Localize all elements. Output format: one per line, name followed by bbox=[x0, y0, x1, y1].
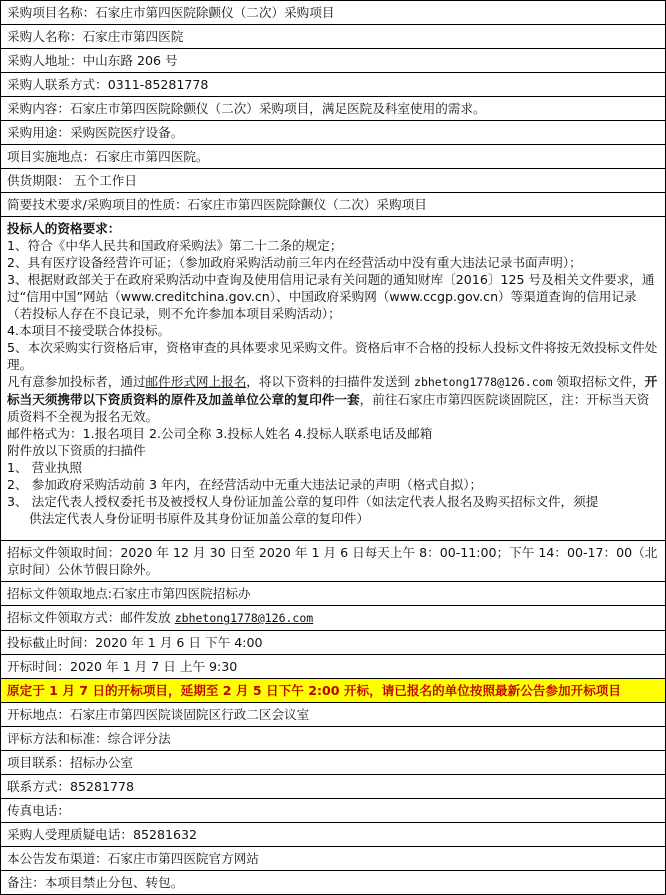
evaluation-row: 评标方法和标准：综合评分法 bbox=[1, 727, 665, 751]
tech-row: 简要技术要求/采购项目的性质：石家庄市第四医院除颤仪（二次）采购项目 bbox=[1, 193, 665, 217]
project-contact-row: 项目联系：招标办公室 bbox=[1, 751, 665, 775]
attachment-item-1: 1、 营业执照 bbox=[7, 460, 82, 475]
doc-method-email[interactable]: zbhetong1778@126.com bbox=[174, 611, 314, 625]
signup-method-link[interactable]: 邮件形式网上报名 bbox=[145, 374, 247, 389]
signup-tail-text: ，前往石家庄市第四医院谈固院区，注：开标当天资质资料不全视为报名无效。 bbox=[7, 392, 650, 424]
qualification-requirements bbox=[1, 217, 665, 541]
requirement-item-5: 5、本次采购实行资格后审，资格审查的具体要求见采购文件。资格后审不合格的投标人投标文件将按无效投标文件处理。 bbox=[7, 340, 658, 372]
attachment-item-3: 3、 法定代表人授权委托书及被授权人身份证加盖公章的复印件（如法定代表人报名及购买招标文件，须提 bbox=[7, 494, 599, 509]
doc-method-row bbox=[1, 606, 665, 631]
buyer-address-row: 采购人地址：中山东路 206 号 bbox=[1, 49, 665, 73]
delivery-row: 供货期限： 五个工作日 bbox=[1, 169, 665, 193]
postponement-notice: 原定于 1 月 7 日的开标项目，延期至 2 月 5 日下午 2:00 开标，请已报名的单位按照最新公告参加开标项目 bbox=[1, 679, 665, 703]
requirements-title: 投标人的资格要求： bbox=[7, 221, 121, 236]
publish-channel-row: 本公告发布渠道：石家庄市第四医院官方网站 bbox=[1, 847, 665, 871]
open-place-row: 开标地点：石家庄市第四医院谈固院区行政二区会议室 bbox=[1, 703, 665, 727]
deadline-row: 投标截止时间：2020 年 1 月 6 日 下午 4:00 bbox=[1, 631, 665, 655]
purpose-row: 采购用途：采购医院医疗设备。 bbox=[1, 121, 665, 145]
remark-row: 备注：本项目禁止分包、转包。 bbox=[1, 871, 665, 895]
complaint-phone-row: 采购人受理质疑电话：85281632 bbox=[1, 823, 665, 847]
attachment-intro: 附件放以下资质的扫描件 bbox=[7, 443, 146, 458]
signup-instructions bbox=[7, 373, 659, 425]
doc-time-row: 招标文件领取时间：2020 年 12 月 30 日至 2020 年 1 月 6 日每天上午 8：00-11:00；下午 14：00-17：00（北京时间）公休节假日除外。 bbox=[1, 541, 665, 582]
signup-email[interactable]: zbhetong1778@126.com bbox=[414, 375, 553, 389]
requirement-item-4: 4.本项目不接受联合体投标。 bbox=[7, 323, 171, 338]
content-row: 采购内容：石家庄市第四医院除颤仪（二次）采购项目，满足医院及科室使用的需求。 bbox=[1, 97, 665, 121]
attachment-item-3-continued: 供法定代表人身份证明书原件及其身份证加盖公章的复印件） bbox=[29, 511, 370, 526]
doc-place-row: 招标文件领取地点:石家庄市第四医院招标办 bbox=[1, 582, 665, 606]
spacer bbox=[7, 527, 659, 537]
fax-row: 传真电话： bbox=[1, 799, 665, 823]
email-format: 邮件格式为：1.报名项目 2.公司全称 3.投标人姓名 4.投标人联系电话及邮箱 bbox=[7, 426, 433, 441]
signup-pre-text: 凡有意参加投标者，通过 bbox=[7, 374, 146, 389]
signup-bold-text: 开标当天须携带以下资质资料的原件及加盖单位公章的复印件一套 bbox=[7, 374, 658, 407]
open-time-row: 开标时间：2020 年 1 月 7 日 上午 9:30 bbox=[1, 655, 665, 679]
project-name-row: 采购项目名称：石家庄市第四医院除颤仪（二次）采购项目 bbox=[1, 1, 665, 25]
location-row: 项目实施地点：石家庄市第四医院。 bbox=[1, 145, 665, 169]
buyer-contact-row: 采购人联系方式：0311-85281778 bbox=[1, 73, 665, 97]
requirement-item-2: 2、具有医疗设备经营许可证；（参加政府采购活动前三年内在经营活动中没有重大违法记录书面声明）； bbox=[7, 255, 582, 270]
phone-row: 联系方式：85281778 bbox=[1, 775, 665, 799]
requirement-item-1: 1、符合《中华人民共和国政府采购法》第二十二条的规定； bbox=[7, 238, 343, 253]
attachment-item-2: 2、 参加政府采购活动前 3 年内，在经营活动中无重大违法记录的声明（格式自拟）； bbox=[7, 477, 483, 492]
doc-method-label: 招标文件领取方式：邮件发放 bbox=[7, 610, 175, 625]
requirement-item-3: 3、根据财政部关于在政府采购活动中查询及使用信用记录有关问题的通知财库〔2016〕125 号及相关文件要求，通过“信用中国”网站（www.creditchina.gov.cn）、中国政府采购网（www.ccgp.gov.cn）等渠道查询的信用记录（若投标人存在不良记录，则不允许参加本项目采购活动）； bbox=[7, 272, 655, 321]
buyer-name-row: 采购人名称：石家庄市第四医院 bbox=[1, 25, 665, 49]
signup-mid-text: ，将以下资料的扫描件发送到 bbox=[246, 374, 415, 389]
signup-post-text: 领取招标文件， bbox=[552, 374, 645, 389]
